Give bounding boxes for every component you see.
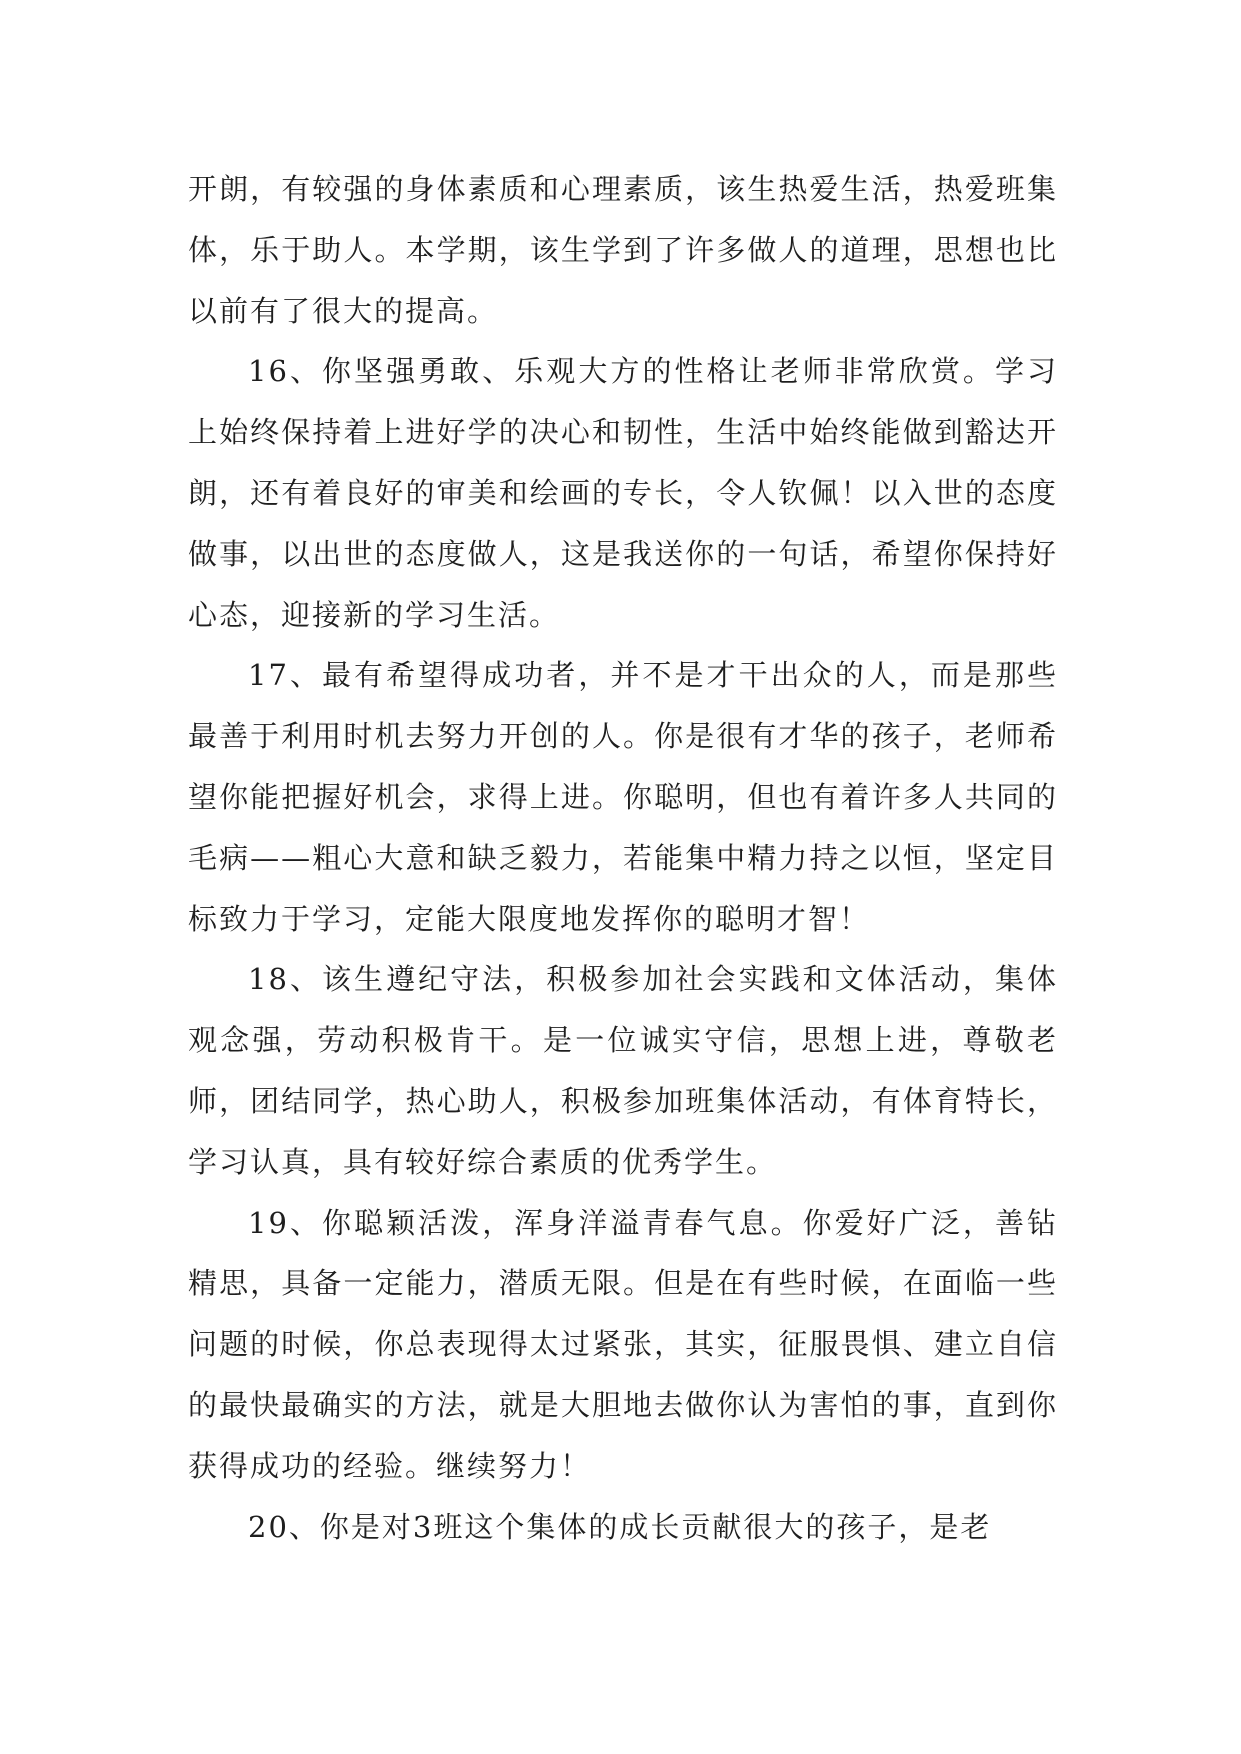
paragraph-20: 20、你是对3班这个集体的成长贡献很大的孩子，是老	[248, 1509, 992, 1544]
paragraph-continued: 开朗，有较强的身体素质和心理素质，该生热爱生活，热爱班集体，乐于助人。本学期，该生学到了许多做人的道理，思想也比以前有了很大的提高。	[188, 172, 1058, 328]
document-body	[188, 159, 1058, 1557]
paragraph-19: 19、你聪颖活泼，浑身洋溢青春气息。你爱好广泛，善钻精思，具备一定能力，潜质无限。但是在有些时候，在面临一些问题的时候，你总表现得太过紧张，其实，征服畏惧、建立自信的最快最确实的方法，就是大胆地去做你认为害怕的事，直到你获得成功的经验。继续努力！	[188, 1205, 1058, 1483]
paragraph-16: 16、你坚强勇敢、乐观大方的性格让老师非常欣赏。学习上始终保持着上进好学的决心和韧性，生活中始终能做到豁达开朗，还有着良好的审美和绘画的专长，令人钦佩！以入世的态度做事，以出世的态度做人，这是我送你的一句话，希望你保持好心态，迎接新的学习生活。	[188, 354, 1058, 632]
paragraph-18: 18、该生遵纪守法，积极参加社会实践和文体活动，集体观念强，劳动积极肯干。是一位诚实守信，思想上进，尊敬老师，团结同学，热心助人，积极参加班集体活动，有体育特长，学习认真，具有较好综合素质的优秀学生。	[188, 962, 1058, 1179]
paragraph-17: 17、最有希望得成功者，并不是才干出众的人，而是那些最善于利用时机去努力开创的人。你是很有才华的孩子，老师希望你能把握好机会，求得上进。你聪明，但也有着许多人共同的毛病——粗心大意和缺乏毅力，若能集中精力持之以恒，坚定目标致力于学习，定能大限度地发挥你的聪明才智！	[188, 658, 1058, 936]
